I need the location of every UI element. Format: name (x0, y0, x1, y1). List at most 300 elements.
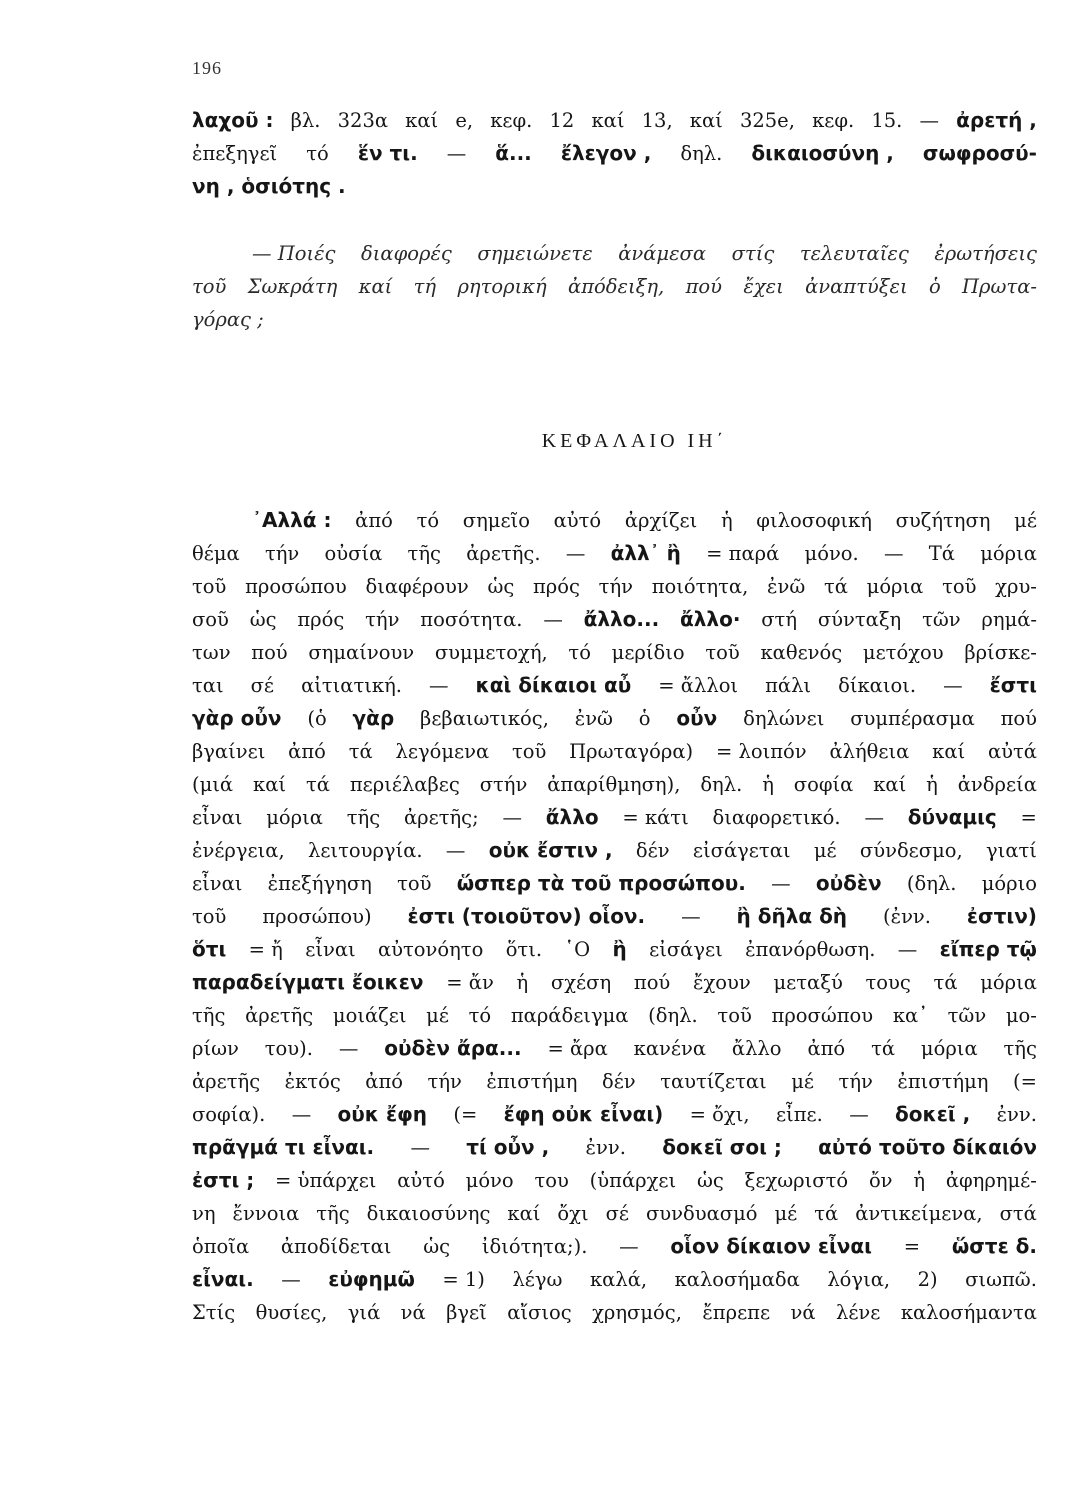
word: καί (358, 275, 393, 298)
bold-lemma: ἔστι (989, 673, 1037, 697)
word: ὁποῖα (192, 1235, 250, 1258)
word: ρίων (192, 1037, 239, 1060)
word: τοῦ (511, 740, 547, 763)
text-line (192, 303, 1037, 336)
text-line (192, 999, 1037, 1032)
word: βλ. (290, 109, 321, 132)
word: τοῦ (192, 275, 227, 298)
word: ἀρχίζει (624, 509, 698, 532)
word: Στίς (192, 1301, 236, 1324)
word: = ἄρα (547, 1037, 608, 1060)
word: 325e, (739, 109, 795, 132)
word: ἀντικείμενα, (855, 1202, 983, 1225)
word: στήν (479, 773, 528, 796)
bold-lemma: καὶ δίκαιοι αὖ (475, 673, 632, 697)
word: κανένα (633, 1037, 707, 1060)
word: καλοσήμαντα (900, 1301, 1037, 1324)
text-line (192, 570, 1037, 603)
word: ἀφηρημέ- (945, 1169, 1037, 1192)
word: 15. (871, 109, 903, 132)
word: Σωκράτη (247, 275, 338, 298)
word: — (543, 608, 563, 631)
page-content (192, 104, 1037, 1329)
word: σημεῖο (462, 509, 530, 532)
bold-lemma: δύναμις (907, 805, 997, 829)
text-line (192, 104, 1037, 137)
word: σχέση (550, 971, 612, 994)
word: (μιά (192, 773, 234, 796)
word: λέγω (512, 1268, 563, 1291)
word: τήν (365, 608, 400, 631)
word: e, (455, 109, 474, 132)
text-line (192, 170, 1037, 203)
word: δέν (601, 1070, 636, 1093)
text-line (192, 768, 1037, 801)
text-line (192, 900, 1037, 933)
word: — (445, 839, 466, 862)
word: τά (933, 971, 958, 994)
word: καί (591, 109, 625, 132)
word: μόριο (981, 872, 1037, 895)
study-question (192, 237, 1037, 336)
word: σημαίνουν (308, 641, 415, 664)
word: = ἤ (248, 938, 283, 961)
word: = ὑπάρχει (275, 1169, 377, 1192)
word: Τά (928, 542, 955, 565)
word: πρός (532, 575, 580, 598)
word: εἶπε. (775, 1103, 823, 1126)
word: συμμετοχή, (434, 641, 548, 664)
bold-lemma: παραδείγματι ἔοικεν (192, 970, 424, 994)
word: = ὄχι, (689, 1103, 750, 1126)
bold-lemma: ἢ (612, 937, 627, 961)
word: ται (192, 674, 224, 697)
word: ἐνῶ (767, 575, 806, 598)
word: κεφ. (812, 109, 855, 132)
word: τοῦ (717, 1004, 752, 1027)
word: τοῦ (397, 872, 432, 895)
bold-lemma: ὅτι (192, 937, 227, 961)
word: ὄν (868, 1169, 893, 1192)
word: γιατί (986, 839, 1037, 862)
word: γόρας ; (192, 308, 264, 331)
word: — Ποιές (252, 242, 336, 265)
word: νά (790, 1301, 816, 1324)
word: ἀρετῆς. (466, 542, 541, 565)
text-line (192, 735, 1037, 768)
word: τά (823, 575, 848, 598)
word: καί (405, 109, 439, 132)
word: διαφορές (361, 242, 452, 265)
word: μόρια (266, 806, 323, 829)
bold-lemma: ἐστιν) (966, 904, 1037, 928)
word: ὁ (928, 275, 941, 298)
word: φιλοσοφική (756, 509, 872, 532)
word: — (410, 1136, 430, 1159)
text-line (192, 1230, 1037, 1263)
word: ἀρετῆς; (403, 806, 479, 829)
word: ἐπιστήμη (486, 1070, 578, 1093)
word: ἀπό (355, 509, 393, 532)
word: ξεχωριστό (744, 1169, 849, 1192)
word: τῆς (192, 1004, 226, 1027)
word: στίς (731, 242, 775, 265)
word: μετόχου (862, 641, 944, 664)
word: τό (416, 509, 440, 532)
word: καί (689, 109, 723, 132)
word: = λοιπόν (715, 740, 807, 763)
word: εἶναι (192, 872, 243, 895)
word: ἐρωτήσεις (934, 242, 1037, 265)
text-line (192, 1032, 1037, 1065)
text-line (192, 1065, 1037, 1098)
word: (ὁ (307, 707, 327, 730)
word: του). (264, 1037, 313, 1060)
word: καί (507, 1202, 541, 1225)
page-number: 196 (192, 58, 222, 78)
word: τήν (264, 542, 300, 565)
word: = (1020, 806, 1037, 829)
word: πού (1000, 707, 1037, 730)
word: μεταξύ (773, 971, 843, 994)
word: — (502, 806, 522, 829)
text-line (192, 966, 1037, 999)
text-line (192, 801, 1037, 834)
bold-lemma: ἢ δῆλα δὴ (736, 904, 848, 928)
word: ἐνν. (996, 1103, 1037, 1126)
word: ἐκτός (284, 1070, 341, 1093)
word: — (849, 1103, 869, 1126)
word: τήν (598, 575, 633, 598)
bold-lemma: ἄλλο· (680, 607, 741, 631)
bold-lemma: ὥστε δ. (951, 1234, 1037, 1258)
word: τά (305, 773, 330, 796)
word: καί (253, 773, 287, 796)
word: τά (871, 1037, 896, 1060)
word: οὐσία (324, 542, 383, 565)
word: τῆς (407, 542, 441, 565)
word: σέ (605, 1202, 629, 1225)
commentary-paragraph-1 (192, 104, 1037, 203)
word: — (446, 142, 467, 165)
bold-lemma: ἄλλο... (583, 607, 660, 631)
word: αὐτό (553, 509, 602, 532)
word: αὐτό (397, 1169, 445, 1192)
word: 12 (549, 109, 575, 132)
word: δηλώνει (743, 707, 825, 730)
word: κεφ. (490, 109, 533, 132)
word: ἡ (913, 1169, 926, 1192)
word: μέ (813, 839, 837, 862)
word: (ἐνν. (883, 905, 931, 928)
word: προσώπου) (262, 905, 372, 928)
word: (= (1012, 1070, 1037, 1093)
bold-lemma: ὥσπερ τὰ τοῦ προσώπου. (456, 871, 746, 895)
word: τοῦ (942, 575, 977, 598)
commentary-paragraph-2 (192, 504, 1037, 1329)
word: αἰτιατική. (301, 674, 402, 697)
text-line (192, 702, 1037, 735)
word: καλά, (589, 1268, 648, 1291)
word: = (903, 1235, 921, 1258)
word: (δηλ. (906, 872, 957, 895)
word: μέ (426, 1004, 449, 1027)
word: ἔπρεπε (702, 1301, 771, 1324)
word: (δηλ. (648, 1004, 698, 1027)
word: ποσότητα. (420, 608, 523, 631)
word: ἀνάμεσα (618, 242, 707, 265)
word: αὐτά (987, 740, 1037, 763)
word: κα᾿ (892, 1004, 928, 1027)
word: ἐνν. (585, 1136, 626, 1159)
word: — (429, 674, 449, 697)
word: τό (306, 142, 329, 165)
word: πού (633, 971, 671, 994)
chapter-heading: ΚΕΦΑΛΑΙΟ ΙΗ΄ (541, 430, 728, 452)
word: Πρωταγόρα) (569, 740, 694, 763)
word: βεβαιωτικός, (420, 707, 549, 730)
word: ἰδιότητα;). (481, 1235, 588, 1258)
word: καλοσήμαδα (674, 1268, 800, 1291)
word: πάλι (765, 674, 812, 697)
word: βγαίνει (192, 740, 266, 763)
word: μόρια (920, 1037, 978, 1060)
word: ἀποδίδεται (280, 1235, 392, 1258)
word: — (864, 806, 884, 829)
word: = κάτι (622, 806, 689, 829)
word: καί (932, 740, 966, 763)
word: στά (999, 1202, 1037, 1225)
bold-lemma: δοκεῖ , (895, 1102, 971, 1126)
heading-spacer (192, 336, 1037, 406)
word: τοῦ (705, 641, 740, 664)
word: (= (453, 1103, 478, 1126)
word: προσώπου (245, 575, 347, 598)
word: δίκαιοι. (838, 674, 917, 697)
word: σοφία (793, 773, 854, 796)
word: νά (400, 1301, 426, 1324)
word: διαφορετικό. (712, 806, 841, 829)
paragraph-gap (192, 203, 1037, 237)
text-line (192, 867, 1037, 900)
word: βρίσκε- (964, 641, 1037, 664)
text-line (192, 270, 1037, 303)
bold-lemma: γὰρ (352, 706, 395, 730)
bold-lemma: τί οὖν , (466, 1135, 550, 1159)
word: μέ (791, 1070, 815, 1093)
paragraph-gap (192, 476, 1037, 504)
word: (ὑπάρχει (589, 1169, 677, 1192)
word: μο- (1005, 1004, 1037, 1027)
text-line (192, 537, 1037, 570)
text-line (192, 834, 1037, 867)
word: μόρια (980, 971, 1037, 994)
word: = 1) (442, 1268, 485, 1291)
bold-lemma: ἅ... (495, 141, 532, 165)
word: ἡ (926, 773, 938, 796)
word: τῶν (947, 1004, 987, 1027)
word: μόρια (980, 542, 1037, 565)
bold-lemma: ἀλλ᾿ ἢ (610, 541, 681, 565)
word: ἀναπτύξει (805, 275, 908, 298)
word: δηλ. (680, 142, 723, 165)
word: 2) (917, 1268, 938, 1291)
word: λόγια, (827, 1268, 891, 1291)
word: πού (251, 641, 288, 664)
word: σοφία). (192, 1103, 266, 1126)
bold-lemma: οὐκ ἔφη (337, 1102, 427, 1126)
word: ἡ (720, 509, 733, 532)
word: τό (568, 641, 591, 664)
word: σοῦ (192, 608, 229, 631)
bold-lemma: ᾿Αλλά : (252, 508, 332, 532)
word: νη (192, 1202, 216, 1225)
word: τῆς (316, 1202, 350, 1225)
text-line (192, 1131, 1037, 1164)
text-line (192, 636, 1037, 669)
bold-lemma: οὖν (676, 706, 718, 730)
word: τήν (427, 1070, 462, 1093)
word: — (771, 872, 791, 895)
word: τοῦ (192, 905, 227, 928)
word: εἶναι (192, 806, 243, 829)
word: — (897, 938, 918, 961)
word: γιά (347, 1301, 381, 1324)
word: = ἄλλοι (658, 674, 739, 697)
word: ἐπιστήμη (897, 1070, 989, 1093)
word: — (291, 1103, 312, 1126)
word: ἀπαρίθμηση), (547, 773, 681, 796)
word: ρημά- (981, 608, 1037, 631)
word: τή (413, 275, 437, 298)
bold-lemma: ἔφη οὐκ εἶναι) (503, 1102, 664, 1126)
bold-lemma: οὐδὲν ἄρα... (384, 1036, 522, 1060)
word: ἔννοια (232, 1202, 300, 1225)
word: δηλ. (700, 773, 743, 796)
word: ταυτίζεται (660, 1070, 767, 1093)
word: τελευταῖες (799, 242, 909, 265)
bold-lemma: οὐδὲν (815, 871, 882, 895)
word: δέν (635, 839, 670, 862)
word: βγεῖ (446, 1301, 487, 1324)
text-line (192, 603, 1037, 636)
word: τήν (838, 1070, 873, 1093)
word: ἐπεξήγηση (267, 872, 372, 895)
text-line (192, 1263, 1037, 1296)
word: εἶναι (305, 938, 356, 961)
word: θυσίες, (255, 1301, 328, 1324)
bold-lemma: λαχοῦ : (192, 108, 274, 132)
word: ἀπό (365, 1070, 404, 1093)
word: αἴσιος (507, 1301, 572, 1324)
word: ὅτι. (505, 938, 543, 961)
word: τῆς (1003, 1037, 1037, 1060)
word: περιέλαβες (349, 773, 460, 796)
word: τά (814, 1202, 839, 1225)
word: μοιάζει (332, 1004, 407, 1027)
word: των (192, 641, 231, 664)
word: σημειώνετε (477, 242, 593, 265)
word: σύνδεσμο, (859, 839, 963, 862)
word: συμπέρασμα (850, 707, 975, 730)
word: λένε (835, 1301, 881, 1324)
word: = ἄν (446, 971, 494, 994)
word: — (565, 542, 586, 565)
word: ἄλλο (731, 1037, 782, 1060)
text-line (192, 504, 1037, 537)
word: ἐνῶ (574, 707, 613, 730)
word: χρησμός, (592, 1301, 682, 1324)
word: — (338, 1037, 359, 1060)
word: — (884, 542, 904, 565)
word: τό (468, 1004, 492, 1027)
word: συνδυασμό (645, 1202, 758, 1225)
text-line (192, 237, 1037, 270)
word: ἀπόδειξη, (568, 275, 665, 298)
bold-lemma: εἶναι. (192, 1267, 254, 1291)
word: — (943, 674, 963, 697)
word: προσώπου (771, 1004, 874, 1027)
word: ἀλήθεια (829, 740, 910, 763)
word: μόνο. (804, 542, 859, 565)
word: Πρωτα- (962, 275, 1037, 298)
word: ἔχουν (693, 971, 751, 994)
word: τῆς (346, 806, 381, 829)
word: ὄχι (557, 1202, 589, 1225)
bold-lemma: εὐφημῶ (328, 1267, 415, 1291)
word: = παρά (706, 542, 780, 565)
bold-lemma: οἷον δίκαιον εἶναι (670, 1234, 872, 1258)
bold-lemma: οὐκ ἔστιν , (488, 838, 613, 862)
word: εἰσάγει (649, 938, 723, 961)
word: δικαιοσύνης (366, 1202, 491, 1225)
word: ἀνδρεία (957, 773, 1037, 796)
bold-lemma: ἐστι (τοιοῦτον) οἷον. (407, 904, 646, 928)
word: ἡ (516, 971, 529, 994)
word: εἰσάγεται (692, 839, 791, 862)
word: μέ (774, 1202, 798, 1225)
word: τοῦ (192, 575, 227, 598)
word: ἀρετῆς (245, 1004, 314, 1027)
bold-lemma: ἐστι ; (192, 1168, 255, 1192)
word: μερίδιο (611, 641, 685, 664)
word: τῶν (922, 608, 961, 631)
word: μόρια (866, 575, 924, 598)
text-line (192, 1296, 1037, 1329)
word: σέ (250, 674, 275, 697)
word: ὡς (423, 1235, 451, 1258)
word: ἐνέργεια, (192, 839, 285, 862)
word: λειτουργία. (307, 839, 423, 862)
word: καί (873, 773, 907, 796)
word: — (281, 1268, 301, 1291)
word: — (919, 109, 940, 132)
word: πρός (297, 608, 345, 631)
word: λεγόμενα (395, 740, 490, 763)
bold-lemma: ἀρετή , (956, 108, 1037, 132)
word: τά (348, 740, 373, 763)
word: μόνο (465, 1169, 514, 1192)
bold-lemma: ἔλεγον , (560, 141, 652, 165)
bold-lemma: σωφροσύ- (922, 141, 1037, 165)
word: σιωπῶ. (965, 1268, 1037, 1291)
bold-lemma: πρᾶγμά τι εἶναι. (192, 1135, 375, 1159)
word: — (619, 1235, 639, 1258)
word: ὡς (696, 1169, 724, 1192)
word: 323α (337, 109, 389, 132)
word: ἔχει (743, 275, 784, 298)
word: ρητορική (457, 275, 547, 298)
